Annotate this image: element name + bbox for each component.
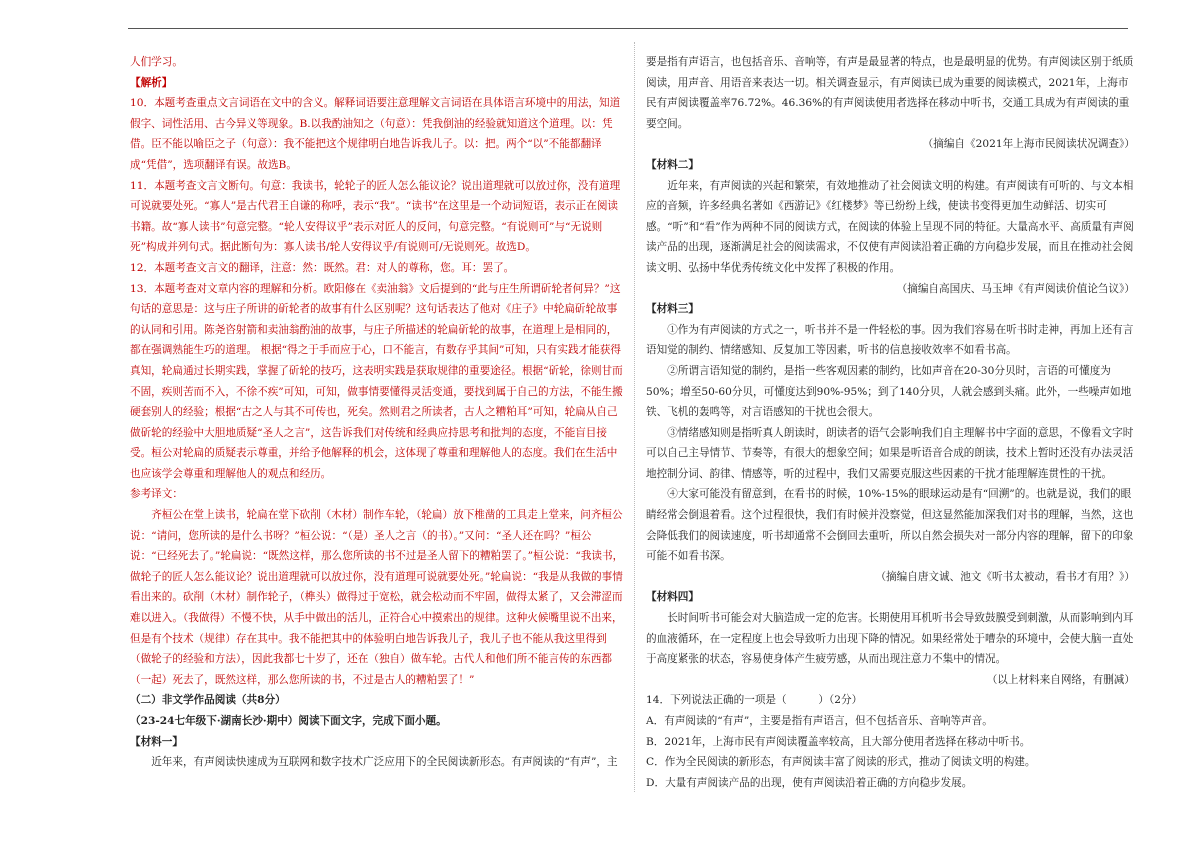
- material-3-para-3: ③情绪感知则是指听真人朗读时，朗读者的语气会影响我们自主理解书中字面的意思，不像看文字时可以自己主导情节、节奏等，有很大的想象空间；如果是听语音合成的朗读，技术上暂时还没有办法灵活地控制分词、韵律、情感等，听的过程中，我们又需要克服这些因素的干扰才能理解连贯性的干扰。: [646, 426, 1134, 480]
- option-b: B．2021年，上海市民有声阅读覆盖率较高，且大部分使用者选择在移动中听书。: [646, 735, 1031, 748]
- material-2-text: 近年来，有声阅读的兴起和繁荣，有效地推动了社会阅读文明的构建。有声阅读有可听的、与文本相应的音频，许多经典名著如《西游记》《红楼梦》等已纷纷上线，使读书变得更加生动鲜活、切实可感。“听”和“看”作为两种不同的阅读方式，在阅读的体验上呈现不同的特征。大量高水平、高质量有声阅读产品的出现，逐渐满足社会的阅读需求，不仅使有声阅读沿着正确的方向稳步发展，而且在推动社会阅读文明、弘扬中华优秀传统文化中发挥了积极的作用。: [646, 179, 1134, 274]
- analysis-q10: 10．本题考查重点文言词语在文中的含义。解释词语要注意理解文言词语在具体语言环境中的用法，知道假字、词性活用、古今异义等现象。B.以我酌油知之（句意）：凭我倒油的经验就知道这个道理。以：凭借。臣不能以喻臣之子（句意）：我不能把这个规律明白地告诉我儿子。以：把。两个“以”不能都翻译成“凭借”，选项翻译有误。故选B。: [130, 97, 621, 171]
- right-column: [646, 52, 1139, 793]
- analysis-q12: 12．本题考查文言文的翻译，注意：然：既然。君：对人的尊称，您。耳：罢了。: [130, 261, 515, 274]
- material-3-para-4: ④大家可能没有留意到，在看书的时候，10%-15%的眼球运动是有“回溯”的。也就是说，我们的眼睛经常会倒退着看。这个过程很快，我们有时候并没察觉，但这显然能加深我们对书的理解，当然，这也会降低我们的阅读速度，听书却通常不会倒回去重听，所以自然会损失对一部分内容的理解，留下的印象可能不如看书深。: [646, 488, 1134, 563]
- material-3-heading: 【材料三】: [646, 303, 699, 316]
- translation-text: 齐桓公在堂上读书，轮扁在堂下砍削（木材）制作车轮，（轮扁）放下椎凿的工具走上堂来，问齐桓公说：“请问，您所读的是什么书呀？”桓公说：“（是）圣人之言（的书）。”又问：“圣人还在吗？”桓公说：“已经死去了。”轮扁说：“既然这样，那么您所读的书不过是圣人留下的糟粕罢了。”桓公说：“我读书，做轮子的匠人怎么能议论？说出道理就可以放过你，没有道理可说就要处死。”轮扁说：“我是从我做的事情看出来的。砍削（木材）制作轮子，（榫头）做得过于宽松，就会松动而不牢固，做得太紧了，又会滞涩而难以进入。（我做得）不慢不快，从手中做出的活儿，正符合心中摸索出的规律。这种火候嘴里说不出来，但是有个技术（规律）存在其中。我不能把其中的体验明白地告诉我儿子，我儿子也不能从我这里得到（做轮子的经验和方法），因此我都七十岁了，还在（独自）做车轮。古代人和他们所不能言传的东西都（一起）死去了，既然这样，那么您所读的书，不过是古人的糟粕罢了！”: [130, 509, 624, 686]
- translation-heading: 参考译文：: [130, 488, 183, 501]
- material-4-source: （以上材料来自网络，有删减）: [986, 673, 1135, 686]
- material-4-text: 长时间听书可能会对大脑造成一定的危害。长期使用耳机听书会导致鼓膜受到刺激，从而影响到内耳的血液循环，在一定程度上也会导致听力出现下降的情况。如果经常处于嘈杂的环境中，会使大脑一直处于高度紧张的状态，容易使身体产生疲劳感，从而出现注意力不集中的情况。: [646, 612, 1134, 666]
- analysis-q13: 13．本题考查对文章内容的理解和分析。欧阳修在《卖油翁》文后提到的“此与庄生所谓斫轮者何异？”这句话的意思是：这与庄子所讲的斫轮者的故事有什么区别呢？这句话表达了他对《庄子》中轮扁斫轮故事的认同和引用。陈尧咨射箭和卖油翁酌油的故事，与庄子所描述的轮扁斫轮的故事，在道理上是相同的，都在强调熟能生巧的道理。 根据“得之于手而应于心，口不能言，有数存乎其间”可知，只有实践才能获得真知，轮扁通过长期实践，掌握了斫轮的技巧，这表明实践是获取规律的重要途径。根据“斫轮，徐则甘而不固，疾则苦而不入，不徐不疾”可知，可知，做事情要懂得灵活变通，要找到属于自己的方法，不能生搬硬套别人的经验；根据“古之人与其不可传也，死矣。然则君之所读者，古人之糟粕耳”可知，轮扁从自己做斫轮的经验中大胆地质疑“圣人之言”，这告诉我们对传统和经典应持思考和批判的态度，不能盲目接受。桓公对轮扁的质疑表示尊重，并给予他解释的机会，这体现了尊重和理解他人的态度。我们在生活中也应该学会尊重和理解他人的观点和经历。: [130, 282, 623, 480]
- material-4-heading: 【材料四】: [646, 591, 699, 604]
- material-2-heading: 【材料二】: [646, 158, 699, 171]
- option-d: D．大量有声阅读产品的出现，使有声阅读沿着正确的方向稳步发展。: [646, 776, 973, 789]
- option-c: C．作为全民阅读的新形态，有声阅读丰富了阅读的形式，推动了阅读文明的构建。: [646, 756, 1036, 769]
- option-a: A．有声阅读的“有声”，主要是指有声语言，但不包括音乐、音响等声音。: [646, 715, 993, 727]
- material-1-continued: 要是指有声语言，也包括音乐、音响等，有声是最显著的特点，也是最明显的优势。有声阅读区别于纸质阅读，用声音、用语音来表达一切。相关调查显示，有声阅读已成为重要的阅读模式，2021年，上海市民有声阅读覆盖率76.72%。46.36%的有声阅读使用者选择在移动中听书，交通工具成为有声阅读的重要空间。: [646, 56, 1134, 130]
- material-1-text: 近年来，有声阅读快速成为互联网和数字技术广泛应用下的全民阅读新形态。有声阅读的“有声”，主: [151, 756, 618, 769]
- analysis-heading: 【解析】: [130, 76, 173, 89]
- header-rule: [128, 28, 1128, 29]
- material-3-para-2: ②所谓言语知觉的制约，是指一些客观因素的制约，比如声音在20-30分贝时，言语的可懂度为50%；增至50-60分贝，可懂度达到90%-95%；到了140分贝，人就会感到头痛。此外，一些噪声如地铁、飞机的轰鸣等，对言语感知的干扰也会很大。: [646, 364, 1132, 419]
- material-3-source: （摘编自唐文诚、池文《听书太被动，看书才有用？》）: [875, 570, 1135, 583]
- question-source: （23-24七年级下·湖南长沙·期中）阅读下面文字，完成下面小题。: [130, 715, 447, 727]
- answer-continuation: 人们学习。: [130, 56, 183, 68]
- section-heading: （二）非文学作品阅读（共8分）: [130, 694, 286, 707]
- analysis-q11: 11．本题考查文言文断句。句意：我读书，轮轮子的匠人怎么能议论？说出道理就可以放过你，没有道理可说就要处死。“寡人”是古代君王自谦的称呼，表示“我”。“读书”在这里是一个动词短语，表示正在阅读书籍。故“寡人读书”句意完整。“轮人安得议乎”表示对匠人的反问，句意完整。“有说则可”与“无说则死”构成并列句式。据此断句为：寡人读书/轮人安得议乎/有说则可/无说则死。故选D。: [130, 179, 621, 254]
- material-1-heading: 【材料一】: [130, 735, 183, 748]
- column-divider: [634, 42, 635, 792]
- material-3-para-1: ①作为有声阅读的方式之一，听书并不是一件轻松的事。因为我们容易在听书时走神，再加上还有言语知觉的制约、情绪感知、反复加工等因素，听书的信息接收效率不如看书高。: [646, 323, 1134, 357]
- left-column: [130, 52, 625, 773]
- material-2-source: （摘编自高国庆、马玉坤《有声阅读价值论刍议》）: [896, 282, 1135, 295]
- question-14: 14．下列说法正确的一项是（ ）（2分）: [646, 694, 863, 707]
- material-1-source: （摘编自《2021年上海市民阅读状况调查》）: [922, 138, 1135, 151]
